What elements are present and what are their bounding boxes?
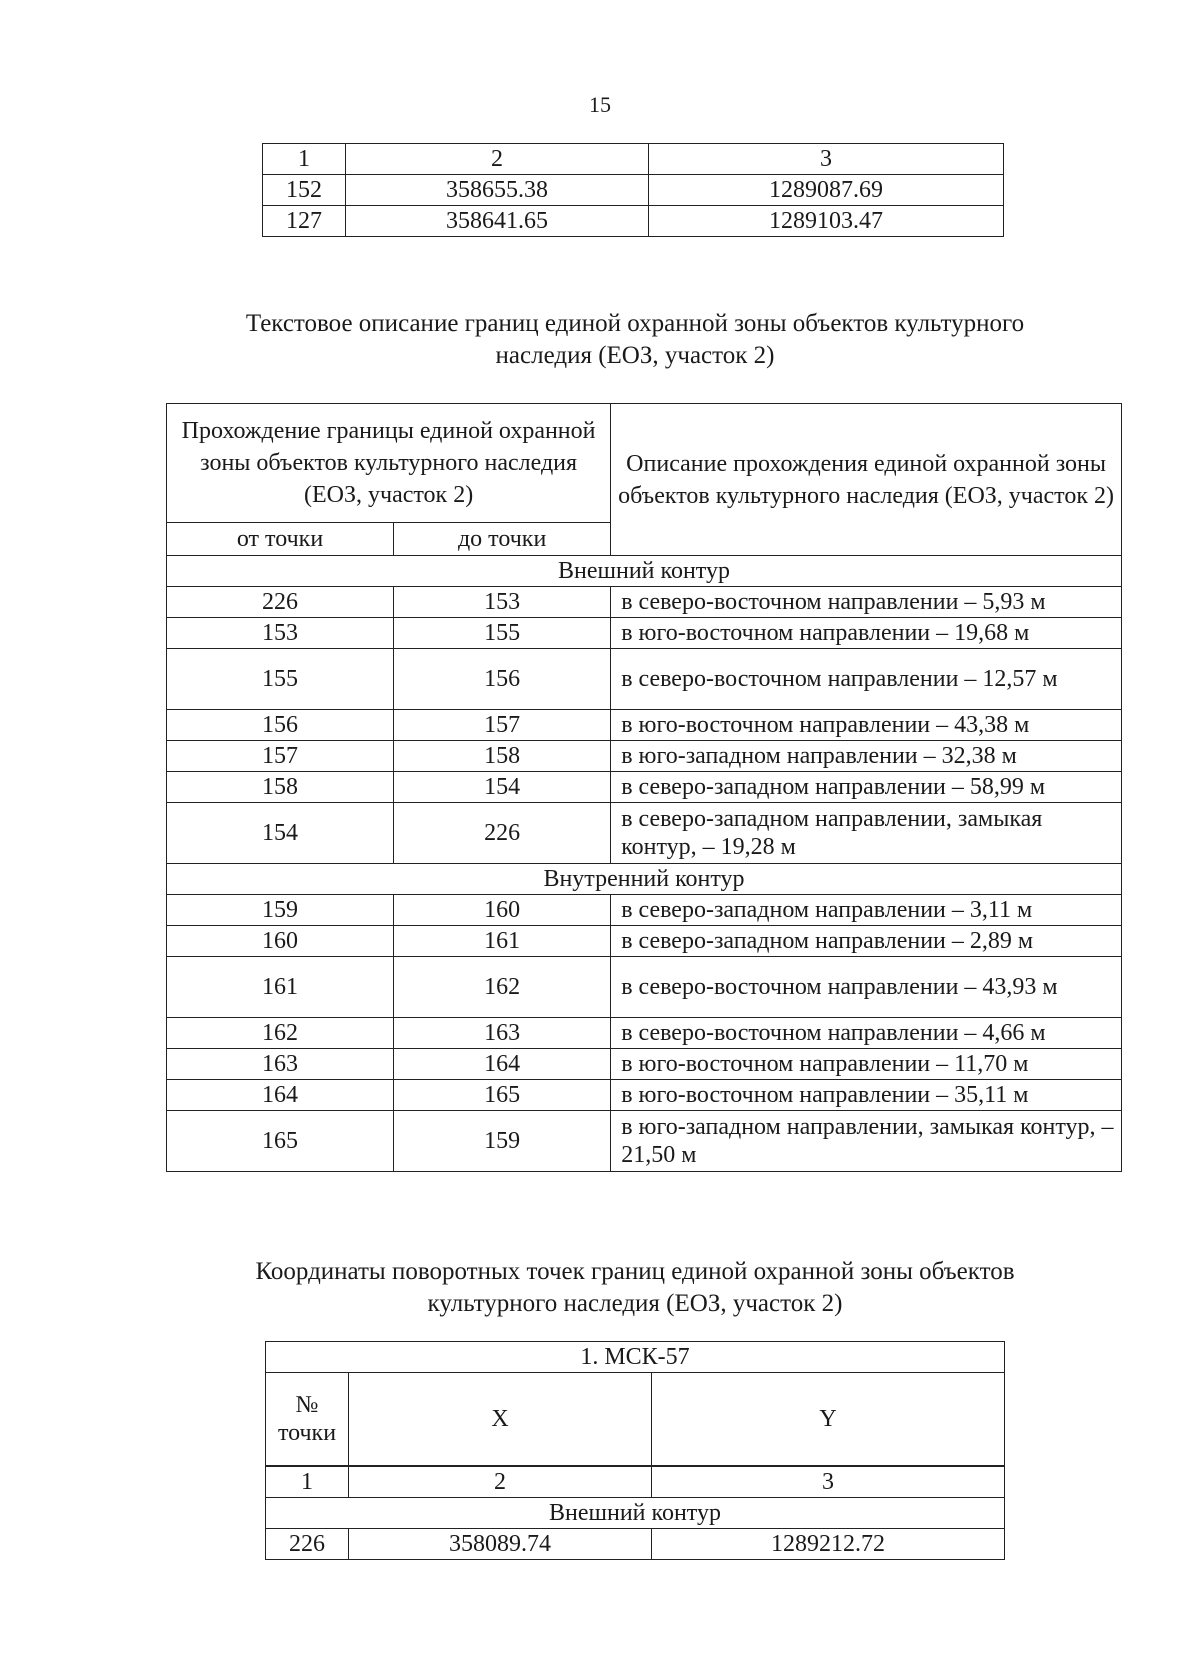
section-title-inner-contour: Внутренний контур [167, 864, 1122, 895]
table-row [167, 618, 1122, 649]
x-coordinate: 358089.74 [349, 1529, 652, 1560]
to-point: 153 [394, 587, 611, 618]
table-row [167, 895, 1122, 926]
segment-description: в северо-западном направлении – 3,11 м [611, 895, 1122, 926]
to-point: 156 [394, 649, 611, 710]
segment-description: в северо-восточном направлении – 12,57 м [611, 649, 1122, 710]
table-row [167, 1049, 1122, 1080]
table-title-row [266, 1342, 1005, 1373]
from-point: 165 [167, 1111, 394, 1172]
from-point: 226 [167, 587, 394, 618]
segment-description: в северо-восточном направлении – 5,93 м [611, 587, 1122, 618]
from-point: 161 [167, 957, 394, 1018]
point-number: 127 [263, 206, 346, 237]
column-number: 2 [346, 144, 649, 175]
table-row [263, 206, 1004, 237]
column-header-y: Y [652, 1373, 1005, 1466]
from-point: 163 [167, 1049, 394, 1080]
from-point: 154 [167, 803, 394, 864]
point-number: 226 [266, 1529, 349, 1560]
from-point: 155 [167, 649, 394, 710]
coordinates-table-continued [262, 143, 1004, 237]
column-number: 3 [649, 144, 1004, 175]
table-row [167, 587, 1122, 618]
segment-description: в юго-западном направлении – 32,38 м [611, 741, 1122, 772]
column-number: 1 [263, 144, 346, 175]
table-numbering-row [266, 1467, 1005, 1498]
table-row [263, 175, 1004, 206]
column-number: 3 [652, 1467, 1005, 1498]
x-coordinate: 358655.38 [346, 175, 649, 206]
from-point: 158 [167, 772, 394, 803]
from-point: 162 [167, 1018, 394, 1049]
section-row [167, 556, 1122, 587]
heading-line: Текстовое описание границ единой охранной зоны объектов культурного [245, 310, 1025, 337]
segment-description: в юго-западном направлении, замыкая контур, – 21,50 м [611, 1111, 1122, 1172]
section-heading-turning-points [0, 1256, 1200, 1320]
table-row [266, 1529, 1005, 1560]
heading-line: культурного наследия (ЕОЗ, участок 2) [427, 1290, 843, 1317]
to-point: 159 [394, 1111, 611, 1172]
segment-description: в юго-восточном направлении – 19,68 м [611, 618, 1122, 649]
table-row [167, 1111, 1122, 1172]
from-point: 159 [167, 895, 394, 926]
from-point: 157 [167, 741, 394, 772]
section-heading-boundary-description [0, 308, 1200, 372]
point-number: 152 [263, 175, 346, 206]
section-row [266, 1498, 1005, 1529]
to-point: 163 [394, 1018, 611, 1049]
column-header-point-number [266, 1373, 349, 1466]
to-point: 164 [394, 1049, 611, 1080]
segment-description: в северо-западном направлении – 58,99 м [611, 772, 1122, 803]
segment-description: в северо-восточном направлении – 43,93 м [611, 957, 1122, 1018]
to-point: 161 [394, 926, 611, 957]
to-point: 157 [394, 710, 611, 741]
number-sign: № [295, 1392, 319, 1418]
heading-line: наследия (ЕОЗ, участок 2) [495, 342, 775, 369]
segment-description: в северо-западном направлении, замыкая контур, – 19,28 м [611, 803, 1122, 864]
table-header-row [167, 404, 1122, 523]
boundary-description-table [166, 403, 1122, 1172]
column-header-to-point: до точки [394, 523, 611, 556]
y-coordinate: 1289087.69 [649, 175, 1004, 206]
segment-description: в юго-восточном направлении – 11,70 м [611, 1049, 1122, 1080]
segment-description: в юго-восточном направлении – 43,38 м [611, 710, 1122, 741]
column-header-from-point: от точки [167, 523, 394, 556]
to-point: 158 [394, 741, 611, 772]
to-point: 165 [394, 1080, 611, 1111]
to-point: 162 [394, 957, 611, 1018]
table-row [167, 710, 1122, 741]
x-coordinate: 358641.65 [346, 206, 649, 237]
table-row [167, 957, 1122, 1018]
heading-line: Координаты поворотных точек границ единой охранной зоны объектов [255, 1258, 1015, 1285]
table-row [167, 803, 1122, 864]
from-point: 153 [167, 618, 394, 649]
page-number: 15 [589, 92, 611, 117]
table-row [167, 772, 1122, 803]
to-point: 154 [394, 772, 611, 803]
section-title-outer-contour: Внешний контур [266, 1498, 1005, 1529]
table-row [167, 1080, 1122, 1111]
from-point: 164 [167, 1080, 394, 1111]
coordinate-system-title: 1. МСК-57 [266, 1342, 1005, 1373]
table-row [167, 1018, 1122, 1049]
to-point: 160 [394, 895, 611, 926]
table-row [167, 649, 1122, 710]
column-header-description: Описание прохождения единой охранной зоны объектов культурного наследия (ЕОЗ, участок 2) [611, 404, 1122, 556]
table-header-row [266, 1373, 1005, 1466]
column-number: 1 [266, 1467, 349, 1498]
table-header-row [263, 144, 1004, 175]
table-row [167, 926, 1122, 957]
column-header-x: X [349, 1373, 652, 1466]
from-point: 160 [167, 926, 394, 957]
section-row [167, 864, 1122, 895]
y-coordinate: 1289103.47 [649, 206, 1004, 237]
table-row [167, 741, 1122, 772]
column-number: 2 [349, 1467, 652, 1498]
to-point: 226 [394, 803, 611, 864]
point-label: точки [277, 1420, 337, 1446]
turning-points-coordinates-table [265, 1341, 1005, 1560]
from-point: 156 [167, 710, 394, 741]
segment-description: в юго-восточном направлении – 35,11 м [611, 1080, 1122, 1111]
column-group-header: Прохождение границы единой охранной зоны объектов культурного наследия (ЕОЗ, участок 2) [167, 404, 611, 523]
segment-description: в северо-восточном направлении – 4,66 м [611, 1018, 1122, 1049]
segment-description: в северо-западном направлении – 2,89 м [611, 926, 1122, 957]
section-title-outer-contour: Внешний контур [167, 556, 1122, 587]
to-point: 155 [394, 618, 611, 649]
y-coordinate: 1289212.72 [652, 1529, 1005, 1560]
